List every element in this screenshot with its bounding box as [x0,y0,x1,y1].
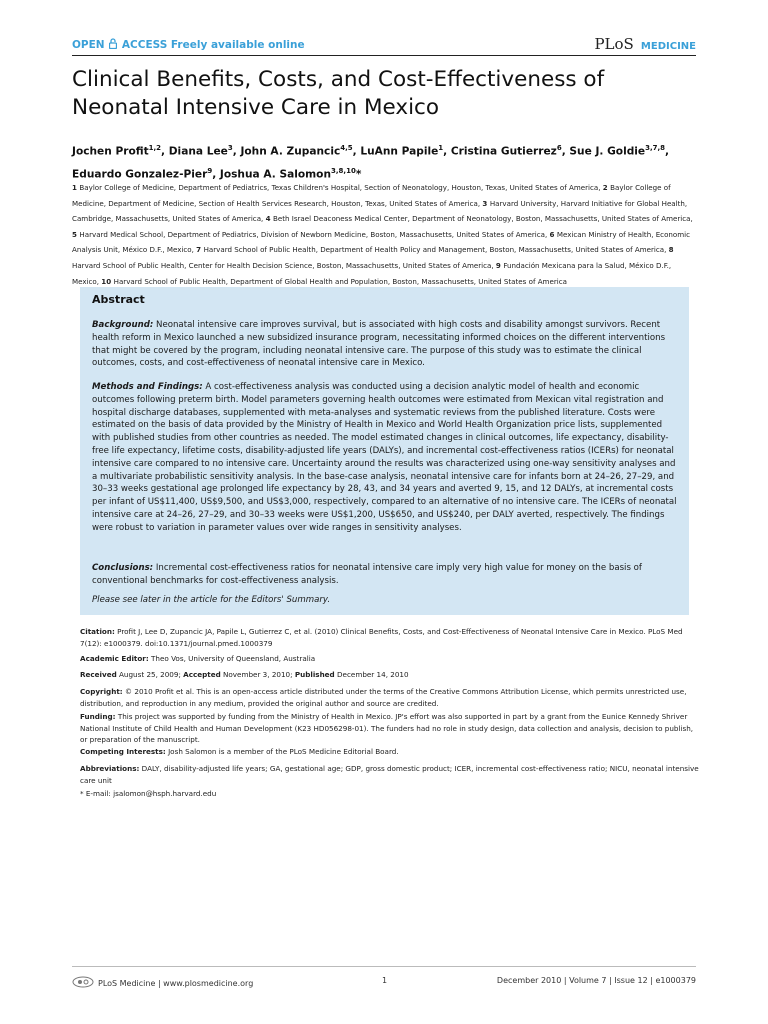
accepted-label: Accepted [183,670,221,679]
methods-label: Methods and Findings: [92,382,203,392]
copyright-text: © 2010 Profit et al. This is an open-access article distributed under the terms of the Creative Commons Attribution License, which permits unrestricted use, distribution, and reproduction in any medium, provided the original author and source are credited. [80,687,687,708]
author-name: Joshua A. Salomon [219,168,332,181]
author-separator: , [232,145,241,158]
abbreviations-label: Abbreviations: [80,764,140,773]
accepted-text: November 3, 2010; [220,670,295,679]
author-separator: , [561,145,570,158]
page-number: 1 [382,976,388,985]
footer-journal [72,976,253,990]
received-label: Received [80,670,117,679]
copyright-label: Copyright: [80,687,123,696]
author-affiliation-mark: 6 [556,144,562,152]
article-title: Clinical Benefits, Costs, and Cost-Effectiveness of Neonatal Intensive Care in Mexico [72,67,605,120]
citation-label: Citation: [80,627,115,636]
competing-text: Josh Salomon is a member of the PLoS Medicine Editorial Board. [165,747,399,756]
author-email: * E-mail: jsalomon@hsph.harvard.edu [80,789,217,798]
author-name: Jochen Profit [72,145,149,158]
competing-label: Competing Interests: [80,747,166,756]
background-label: Background: [92,320,154,330]
author-separator: , [212,168,220,181]
footer-issue: December 2010 | Volume 7 | Issue 12 | e1000379 [496,976,696,985]
funding-label: Funding: [80,712,116,721]
affiliation-text: Harvard School of Public Health, Center for Health Decision Science, Boston, Massachusetts, United States of America, [72,260,496,270]
academic-editor [80,653,700,665]
affiliation-number: 8 [668,245,674,255]
abbreviations [80,763,700,786]
access-text: ACCESS Freely available online [121,39,305,51]
author-name: John A. Zupancic [240,145,341,158]
background-text: Neonatal intensive care improves survival, but is associated with high costs and disability amongst survivors. Recent health reform in Mexico launched a new subsidized insurance program, necessitating informed choices on the different interventions that might be covered by the program, including neonatal intensive care. The purpose of this study was to estimate the clinical outcomes, costs, and cost-effectiveness of neonatal intensive care in Mexico. [92,320,666,369]
affiliation-number: 1 [72,183,80,192]
author-name: Eduardo Gonzalez-Pier [72,168,208,181]
abstract-methods [92,381,678,535]
author-affiliation-mark: 1,2 [148,144,162,152]
author-list [72,139,698,184]
received-text: August 25, 2009; [116,670,184,679]
abstract-background [92,319,678,370]
funding-text: This project was supported by funding from the Ministry of Health in Mexico. JP's effort was also supported in part by a grant from the Eunice Kennedy Shriver National Institute of Child Health and Human Development (K23 HD056298-01). The funders had no role in study design, data collection and analysis, decision to publish, or preparation of the manuscript. [80,712,694,744]
conclusions-text: Incremental cost-effectiveness ratios for neonatal intensive care imply very high value for money on the basis of conventional benchmarks for cost-effectiveness analysis. [92,563,642,586]
author-name: Cristina Gutierrez [450,145,557,158]
affiliation-number: 4 [265,214,273,224]
journal-plos: PLoS [594,35,634,53]
editor-text: Theo Vos, University of Queensland, Australia [148,654,316,663]
author-affiliation-mark: 4,5 [340,144,353,152]
author-separator: * [355,168,362,181]
affiliation-text: Fundación Mexicana para la Salud, México D.F., Mexico, [72,260,672,286]
author-affiliation-mark: 3,8,10 [331,166,356,175]
author-separator: , [443,145,451,158]
affiliation-text: Mexican Ministry of Health, Economic Analysis Unit, México D.F., Mexico, [72,229,691,255]
open-lock-icon [109,38,117,52]
conclusions-label: Conclusions: [92,563,154,573]
affiliation-number: 2 [602,183,611,192]
dates [80,669,700,681]
affiliations [72,180,698,289]
affiliation-number: 6 [549,229,557,239]
affiliation-number: 5 [72,229,80,239]
affiliation-number: 7 [196,245,204,255]
published-text: December 14, 2010 [334,670,409,679]
author-name: Sue J. Goldie [569,145,646,158]
open-access-label [72,38,305,52]
author-separator: , [161,145,169,158]
author-name: Diana Lee [168,145,228,158]
citation [80,626,700,649]
author-affiliation-mark: 1 [438,144,444,152]
affiliation-number: 3 [482,198,490,208]
journal-medicine: MEDICINE [640,41,696,52]
footer-left: PLoS Medicine | www.plosmedicine.org [98,979,254,988]
abstract-heading: Abstract [92,293,145,306]
open-text: OPEN [72,39,105,51]
footer-rule [72,966,696,967]
funding [80,711,700,746]
affiliation-text: Baylor College of Medicine, Department of Medicine, Section of Health Services Research, Houston, Texas, United States of America, [72,183,671,208]
affiliation-text: Harvard School of Public Health, Department of Global Health and Population, Boston, Massachusetts, United States of America [113,276,567,286]
editor-label: Academic Editor: [80,654,149,663]
competing-interests [80,746,700,758]
header-rule [72,55,696,56]
citation-text: Profit J, Lee D, Zupancic JA, Papile L, Gutierrez C, et al. (2010) Clinical Benefits, Costs, and Cost-Effectiveness of Neonatal Intensive Care in Mexico. PLoS Med 7(12): e1000379. doi:10.1371/journal.pmed.1000379 [80,627,683,648]
author-separator: , [352,145,361,158]
page-footer [72,976,696,990]
author-separator: , [665,145,670,158]
affiliation-text: Baylor College of Medicine, Department of Pediatrics, Texas Children's Hospital, Section of Neonatology, Houston, Texas, United States of America, [79,183,603,192]
plos-logo-icon [72,976,94,990]
published-label: Published [294,670,335,679]
author-name: LuAnn Papile [360,145,439,158]
author-affiliation-mark: 3,7,8 [645,144,666,152]
journal-logo [594,34,696,53]
affiliation-text: Harvard University, Harvard Initiative for Global Health, Cambridge, Massachusetts, United States of America, [72,198,688,224]
affiliation-text: Beth Israel Deaconess Medical Center, Department of Neonatology, Boston, Massachusetts, United States of America, [272,214,693,224]
copyright [80,686,700,709]
author-affiliation-mark: 3 [227,144,233,152]
affiliation-number: 9 [495,260,504,270]
abstract-conclusions [92,562,678,588]
abbreviations-text: DALY, disability-adjusted life years; GA, gestational age; GDP, gross domestic product; ICER, incremental cost-effectiveness ratio; NICU, neonatal intensive care unit [80,764,699,785]
affiliation-text: Harvard Medical School, Department of Pediatrics, Division of Newborn Medicine, Boston, Massachusetts, United States of America, [79,229,550,239]
author-affiliation-mark: 9 [207,166,213,175]
methods-text: A cost-effectiveness analysis was conducted using a decision analytic model of health and economic outcomes following preterm birth. Model parameters governing health outcomes were estimated from Mexican vital registration and hospital discharge databases, supplemented with meta-analyses and systematic reviews from the published literature. Costs were estimated on the basis of data provided by the Ministry of Health in Mexico and World Health Organization price lists, supplemented with published studies from other countries as needed. The model estimated changes in clinical outcomes, life expectancy, disability-free life expectancy, lifetime costs, disability-adjusted life years (DALYs), and incremental cost-effectiveness ratios (ICERs) for neonatal intensive care compared to no intensive care. Uncertainty around the results was characterized using one-way sensitivity analyses and a multivariate probabilistic sensitivity analysis. In the base-case analysis, neonatal intensive care for infants born at 24–26, 27–29, and 30–33 weeks gestational age prolonged life expectancy by 28, 43, and 34 years and averted 9, 15, and 12 DALYs, at incremental costs per infant of US$11,400, US$9,500, and US$3,000, respectively, compared to an alternative of no intensive care. The ICERs of neonatal intensive care at 24–26, 27–29, and 30–33 weeks were US$1,200, US$650, and US$240, per DALY averted, respectively. The findings were robust to variation in parameter values over wide ranges in sensitivity analyses. [92,382,677,533]
editors-summary-note: Please see later in the article for the Editors' Summary. [92,595,331,605]
affiliation-text: Harvard School of Public Health, Department of Health Policy and Management, Boston, Massachusetts, United States of America, [203,245,669,255]
affiliation-number: 10 [101,276,114,286]
